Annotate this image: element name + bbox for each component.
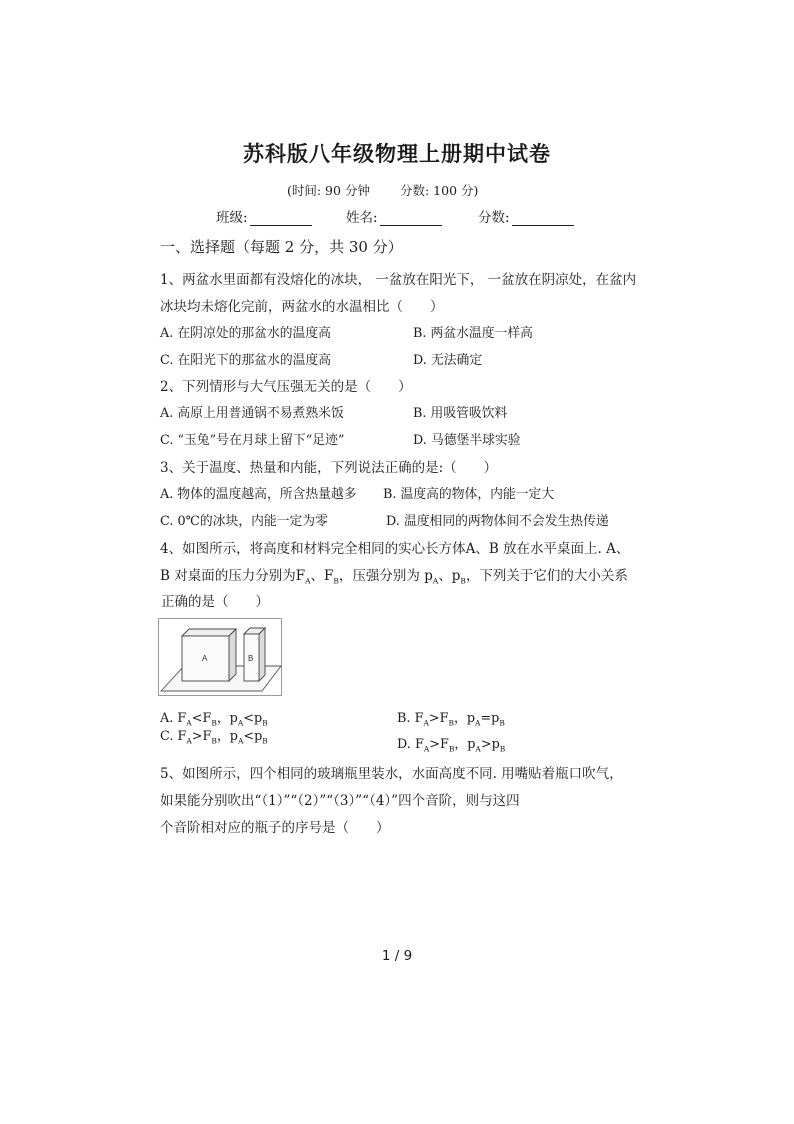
pressure-symbol: p [466,711,476,726]
pressure-symbol: p [229,729,238,744]
q2-stem: 2、下列情形与大气压强无关的是（ ） [160,379,412,395]
q2-option-b: B. 用吸管吸饮料 [413,406,508,421]
pressure-symbol: p [451,568,461,584]
name-label: 姓名: [346,210,378,226]
force-symbol: F [414,711,424,726]
subscript-a: A [237,736,244,746]
force-symbol: F [440,737,449,752]
subscript-a: A [423,744,430,754]
q3-option-b: B. 温度高的物体，内能一定大 [383,487,555,502]
q4-stem-line3: 正确的是（ ） [161,594,269,610]
subscript-b: B [499,744,506,754]
block-b-label: B [248,654,254,663]
section-heading: 一、选择题（每题 2 分，共 30 分） [160,238,403,256]
pressure-symbol: p [254,729,263,744]
pressure-symbol: p [491,711,500,726]
option-letter: B. [397,711,411,726]
comma: ， [454,711,467,726]
relation-sign: < [191,711,203,726]
subscript-a: A [423,718,429,728]
separator: 、 [438,568,452,584]
relation-sign: > [428,711,440,726]
comma: ， [216,711,230,726]
force-symbol: F [324,568,334,584]
pressure-symbol: p [254,711,263,726]
relation-sign: > [191,729,203,744]
subscript-a: A [432,576,439,586]
name-blank[interactable] [380,211,442,226]
q5-stem-line3: 个音阶相对应的瓶子的序号是（ ） [160,820,390,836]
option-letter: D. [397,737,411,752]
q1-option-d: D. 无法确定 [413,353,483,368]
q3-option-a: A. 物体的温度越高，所含热量越多 [160,487,357,502]
force-symbol: F [439,711,449,726]
subscript-b: B [211,736,217,746]
subscript-b: B [499,718,505,728]
comma: ， [454,737,468,752]
force-symbol: F [414,737,424,752]
subscript-a: A [186,736,192,746]
blocks-figure [158,618,282,696]
q1-stem-line1: 1、两盆水里面都有没熔化的冰块， 一盆放在阳光下， 一盆放在阴凉处，在盆内 [160,272,637,288]
force-symbol: F [202,729,212,744]
q3-option-c: C. 0℃的冰块，内能一定为零 [160,514,328,529]
subscript-a: A [475,718,481,728]
subscript-b: B [262,718,268,728]
q4-option-c [160,725,268,746]
q4-option-b [397,707,505,728]
subscript-b: B [333,576,339,586]
force-symbol: F [177,711,187,726]
comma: ， [216,729,230,744]
class-label: 班级: [216,210,248,226]
subscript-b: B [211,718,217,728]
pressure-symbol: p [491,737,500,752]
q2-option-a: A. 高原上用普通锅不易煮熟米饭 [160,406,344,421]
relation-sign: > [429,737,440,752]
q4-stem-line2 [160,564,628,586]
page-title: 苏科版八年级物理上册期中试卷 [243,141,551,166]
q4-stem-line1: 4、如图所示，将高度和材料完全相同的实心长方体A、B 放在水平桌面上. A、 [160,541,630,557]
relation-sign: > [480,737,492,752]
score-blank[interactable] [512,211,574,226]
block-a-top [182,629,236,636]
page-number: 1 / 9 [381,948,413,964]
subscript-b: B [460,576,466,586]
q4-text-part2: ，压强分别为 p [338,568,433,584]
q3-option-d: D. 温度相同的两物体间不会发生热传递 [386,514,609,529]
q1-stem-line2: 冰块均未熔化完前，两盆水的水温相比（ ） [160,299,444,315]
separator: 、 [310,568,325,584]
exam-total-score: 分数: 100 分) [400,183,479,198]
subscript-a: A [186,718,192,728]
subscript-a: A [475,744,481,754]
q5-stem-line1: 5、如图所示，四个相同的玻璃瓶里装水，水面高度不同. 用嘴贴着瓶口吹气， [160,766,623,782]
q4-option-d [397,733,505,754]
class-blank[interactable] [250,211,312,226]
q2-option-d: D. 马德堡半球实验 [413,433,521,448]
q4-text-part1: B 对桌面的压力分别为F [160,568,306,584]
score-field [478,206,574,226]
q5-stem-line2: 如果能分别吹出“（1）”“（2）”“（3）”“（4）”四个音阶，则与这四 [160,793,520,809]
option-letter: C. [160,729,174,744]
force-symbol: F [202,711,212,726]
name-field [346,206,442,226]
score-label: 分数: [478,210,510,226]
block-a-side [229,629,236,681]
exam-time: (时间: 90 分钟 [287,183,370,198]
subscript-b: B [448,718,455,728]
block-a-label: A [202,654,208,663]
option-letter: A. [160,711,174,726]
q2-option-c: C. “玉兔”号在月球上留下“足迹” [160,433,345,448]
q3-stem: 3、关于温度、热量和内能，下列说法正确的是:（ ） [160,460,498,476]
subscript-b: B [448,744,455,754]
relation-sign: < [243,729,255,744]
class-field [216,206,312,226]
subscript-a: A [237,718,244,728]
relation-sign: = [480,711,492,726]
q1-option-c: C. 在阳光下的那盆水的温度高 [160,353,332,368]
pressure-symbol: p [229,711,238,726]
q1-option-a: A. 在阴凉处的那盆水的温度高 [160,326,331,341]
force-symbol: F [177,729,187,744]
block-b-side [259,628,265,681]
subscript-b: B [262,736,268,746]
subscript-a: A [305,576,311,586]
relation-sign: < [243,711,254,726]
q1-option-b: B. 两盆水温度一样高 [413,326,533,341]
pressure-symbol: p [467,737,476,752]
q4-text-part3: ，下列关于它们的大小关系 [465,568,628,584]
